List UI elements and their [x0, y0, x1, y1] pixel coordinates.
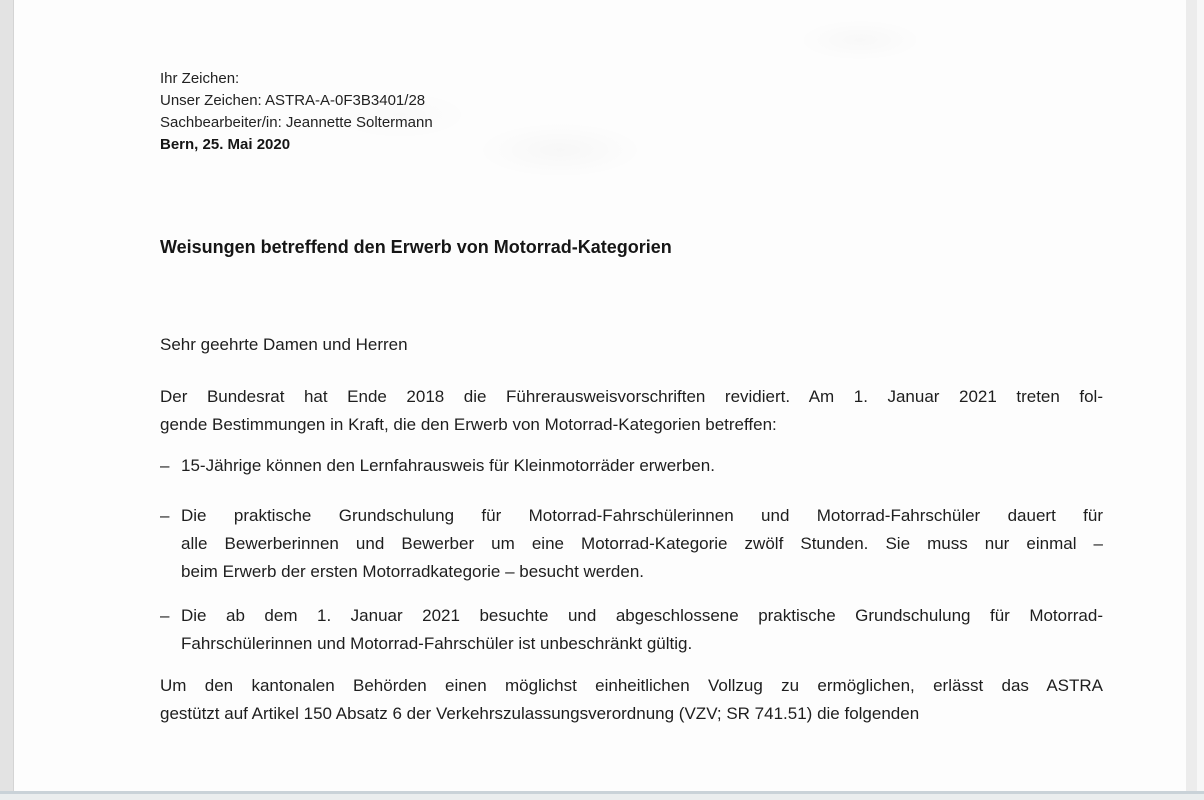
closing-paragraph	[160, 672, 1103, 728]
intro-line-2: gende Bestimmungen in Kraft, die den Erwerb von Motorrad-Kategorien betreffen:	[160, 415, 777, 434]
intro-line-1: Der Bundesrat hat Ende 2018 die Führerausweisvorschriften revidiert. Am 1. Januar 2021 treten fol-	[160, 387, 1103, 406]
bullet-2-line-2: alle Bewerberinnen und Bewerber um eine Motorrad-Kategorie zwölf Stunden. Sie muss nur einmal –	[181, 534, 1103, 553]
clerk-line: Sachbearbeiter/in: Jeannette Soltermann	[160, 114, 433, 131]
bullet-dash: –	[160, 606, 170, 625]
bullet-1-line-1: 15-Jährige können den Lernfahrausweis für Kleinmotorräder erwerben.	[181, 456, 715, 475]
your-reference-line: Ihr Zeichen:	[160, 70, 240, 87]
scan-edge-bottom-fill	[0, 794, 1204, 800]
bullet-item-1	[160, 452, 1103, 480]
bullet-item-2	[160, 502, 1103, 586]
bullet-item-3	[160, 602, 1103, 658]
bullet-3-line-1: Die ab dem 1. Januar 2021 besuchte und abgeschlossene praktische Grundschulung für Motorrad-	[181, 606, 1103, 625]
reference-block	[160, 68, 433, 156]
bullet-2-line-3: beim Erwerb der ersten Motorradkategorie – besucht werden.	[181, 562, 645, 581]
bullet-dash: –	[160, 456, 170, 475]
scan-edge-left	[0, 0, 14, 800]
intro-paragraph	[160, 383, 1103, 439]
closing-line-1: Um den kantonalen Behörden einen möglichst einheitlichen Vollzug zu ermöglichen, erlässt das ASTRA	[160, 676, 1103, 695]
salutation-line: Sehr geehrte Damen und Herren	[160, 335, 408, 354]
scan-edge-right	[1186, 0, 1197, 800]
subject-line: Weisungen betreffend den Erwerb von Motorrad-Kategorien	[160, 237, 672, 257]
closing-line-2: gestützt auf Artikel 150 Absatz 6 der Verkehrszulassungsverordnung (VZV; SR 741.51) die folgenden	[160, 704, 920, 723]
bullet-dash: –	[160, 506, 170, 525]
bullet-3-line-2: Fahrschülerinnen und Motorrad-Fahrschüler ist unbeschränkt gültig.	[181, 634, 693, 653]
bullet-2-line-1: Die praktische Grundschulung für Motorrad-Fahrschülerinnen und Motorrad-Fahrschüler dauert für	[181, 506, 1103, 525]
our-reference-line: Unser Zeichen: ASTRA-A-0F3B3401/28	[160, 92, 426, 109]
place-date-line: Bern, 25. Mai 2020	[160, 136, 291, 153]
scan-edge-right-outer	[1197, 0, 1204, 800]
